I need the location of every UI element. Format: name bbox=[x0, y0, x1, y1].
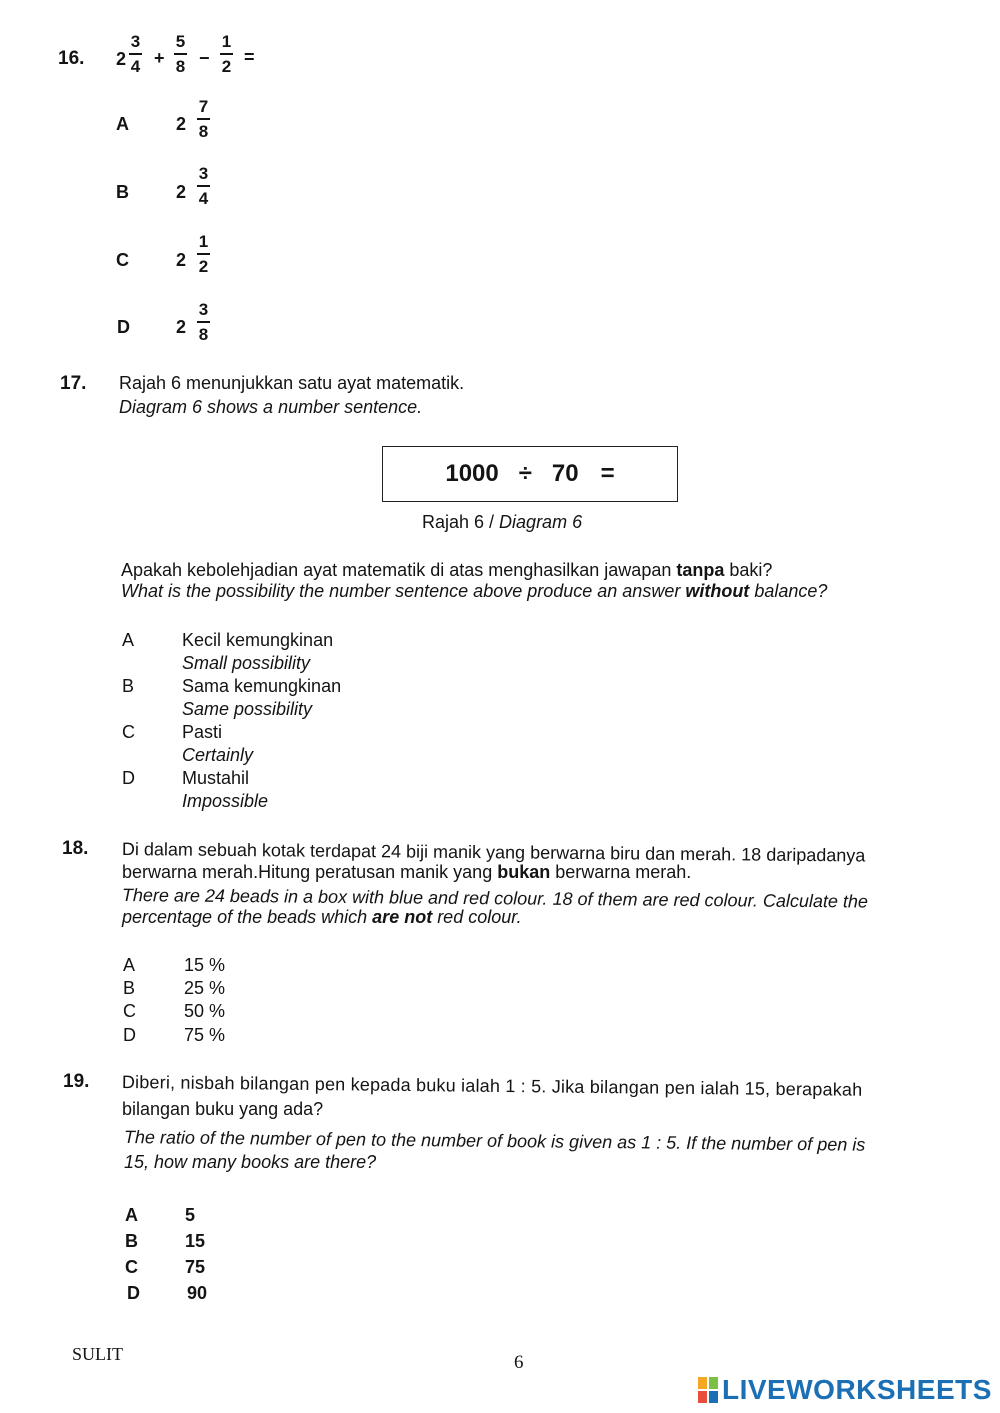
option-text-ms: Sama kemungkinan bbox=[182, 676, 342, 696]
option-text-en: Certainly bbox=[182, 745, 254, 765]
option-letter: A bbox=[125, 1205, 138, 1225]
numerator: 5 bbox=[175, 32, 186, 51]
plus-sign: + bbox=[154, 48, 165, 68]
fraction bbox=[220, 32, 233, 76]
denominator: 8 bbox=[175, 57, 186, 76]
question-number: 18. bbox=[62, 838, 89, 859]
dividend: 1000 bbox=[445, 460, 499, 487]
option-text-ms: Pasti bbox=[182, 722, 223, 742]
option-value: 15 % bbox=[184, 955, 226, 975]
text-segment: berwarna merah. bbox=[550, 862, 692, 882]
denominator: 2 bbox=[221, 57, 232, 76]
footer-sulit: SULIT bbox=[72, 1344, 123, 1364]
option-value: 75 bbox=[185, 1257, 206, 1277]
text-segment: balance? bbox=[749, 581, 828, 601]
option-text-en: Small possibility bbox=[182, 653, 311, 673]
fraction bbox=[197, 300, 210, 344]
option-value: 90 bbox=[187, 1283, 208, 1303]
question-text-ms-line2: bilangan buku yang ada? bbox=[122, 1099, 324, 1119]
option-text-ms: Kecil kemungkinan bbox=[182, 630, 334, 650]
bold-word: bukan bbox=[497, 862, 551, 882]
denominator: 8 bbox=[198, 122, 209, 141]
whole-number: 2 bbox=[176, 182, 187, 202]
numerator: 3 bbox=[198, 164, 209, 183]
fraction bbox=[197, 232, 210, 276]
question-text-en-line1: The ratio of the number of pen to the number of book is given as 1 : 5. If the number of pen is bbox=[123, 1127, 866, 1155]
question-text-ms-line1: Di dalam sebuah kotak terdapat 24 biji manik yang berwarna biru dan merah. 18 daripadanya bbox=[121, 838, 866, 866]
option-value: 25 % bbox=[184, 978, 226, 998]
fraction bbox=[197, 97, 210, 141]
question-number: 19. bbox=[63, 1071, 90, 1092]
fraction bbox=[129, 32, 142, 76]
caption-en: Diagram 6 bbox=[499, 512, 583, 532]
option-letter: A bbox=[122, 630, 135, 650]
option-letter: D bbox=[123, 1025, 136, 1045]
denominator: 4 bbox=[130, 57, 141, 76]
diagram-caption bbox=[422, 511, 582, 533]
option-letter: C bbox=[125, 1257, 138, 1277]
liveworksheets-logo bbox=[698, 1374, 992, 1406]
question-text-en-line1: There are 24 beads in a box with blue and red colour. 18 of them are red colour. Calculate the bbox=[121, 884, 869, 912]
text-segment: red colour. bbox=[432, 907, 522, 927]
option-letter: C bbox=[116, 250, 129, 270]
text-segment: What is the possibility the number sentence above produce an answer bbox=[121, 581, 686, 601]
option-value: 50 % bbox=[184, 1001, 226, 1021]
question-text-ms-line1: Diberi, nisbah bilangan pen kepada buku ialah 1 : 5. Jika bilangan pen ialah 15, berapakah bbox=[121, 1072, 863, 1100]
question-text-en-line2: 15, how many books are there? bbox=[124, 1152, 377, 1172]
numerator: 1 bbox=[198, 232, 209, 251]
option-letter: A bbox=[123, 955, 136, 975]
whole-number: 2 bbox=[176, 250, 187, 270]
question-text-en: Diagram 6 shows a number sentence. bbox=[119, 397, 423, 417]
fraction bbox=[174, 32, 187, 76]
bold-word: are not bbox=[372, 907, 433, 927]
option-letter: C bbox=[123, 1001, 136, 1021]
caption-ms: Rajah 6 / bbox=[422, 512, 500, 532]
option-letter: D bbox=[117, 317, 130, 337]
option-letter: B bbox=[123, 978, 136, 998]
numerator: 7 bbox=[198, 97, 209, 116]
equals-sign: = bbox=[600, 460, 615, 487]
option-letter: D bbox=[122, 768, 135, 788]
option-value: 5 bbox=[185, 1205, 196, 1225]
question-text-ms-line2 bbox=[122, 861, 691, 883]
option-letter: C bbox=[122, 722, 135, 742]
numerator: 3 bbox=[130, 32, 141, 51]
question-number: 16. bbox=[58, 48, 85, 69]
minus-sign: − bbox=[199, 48, 210, 68]
option-text-en: Impossible bbox=[182, 791, 269, 811]
denominator: 8 bbox=[198, 325, 209, 344]
whole-number: 2 bbox=[176, 114, 187, 134]
option-letter: B bbox=[116, 182, 129, 202]
numerator: 1 bbox=[221, 32, 232, 51]
sub-question-en bbox=[121, 580, 827, 602]
numerator: 3 bbox=[198, 300, 209, 319]
option-letter: B bbox=[125, 1231, 138, 1251]
number-sentence-box bbox=[382, 446, 678, 502]
text-segment: Apakah kebolehjadian ayat matematik di atas menghasilkan jawapan bbox=[121, 560, 677, 580]
text-segment: baki? bbox=[724, 560, 773, 580]
text-segment: berwarna merah.Hitung peratusan manik yang bbox=[122, 862, 498, 882]
question-number: 17. bbox=[60, 373, 87, 394]
option-letter: A bbox=[116, 114, 129, 134]
divisor: 70 bbox=[551, 460, 579, 487]
whole-number: 2 bbox=[116, 49, 127, 69]
divide-sign: ÷ bbox=[518, 460, 532, 487]
liveworksheets-icon bbox=[698, 1377, 718, 1403]
denominator: 4 bbox=[198, 189, 209, 208]
option-letter: D bbox=[127, 1283, 140, 1303]
bold-word: tanpa bbox=[676, 560, 725, 580]
option-value: 75 % bbox=[184, 1025, 226, 1045]
fraction bbox=[197, 164, 210, 208]
liveworksheets-text: LIVEWORKSHEETS bbox=[722, 1374, 992, 1405]
equals-sign: = bbox=[244, 47, 255, 67]
option-text-en: Same possibility bbox=[182, 699, 313, 719]
question-text-ms: Rajah 6 menunjukkan satu ayat matematik. bbox=[119, 373, 465, 393]
text-segment: percentage of the beads which bbox=[122, 907, 373, 927]
option-letter: B bbox=[122, 676, 135, 696]
question-text-en-line2 bbox=[122, 906, 522, 928]
sub-question-ms bbox=[121, 559, 772, 581]
page-number: 6 bbox=[514, 1352, 524, 1373]
option-value: 15 bbox=[185, 1231, 206, 1251]
option-text-ms: Mustahil bbox=[182, 768, 250, 788]
bold-word: without bbox=[685, 581, 750, 601]
denominator: 2 bbox=[198, 257, 209, 276]
whole-number: 2 bbox=[176, 317, 187, 337]
